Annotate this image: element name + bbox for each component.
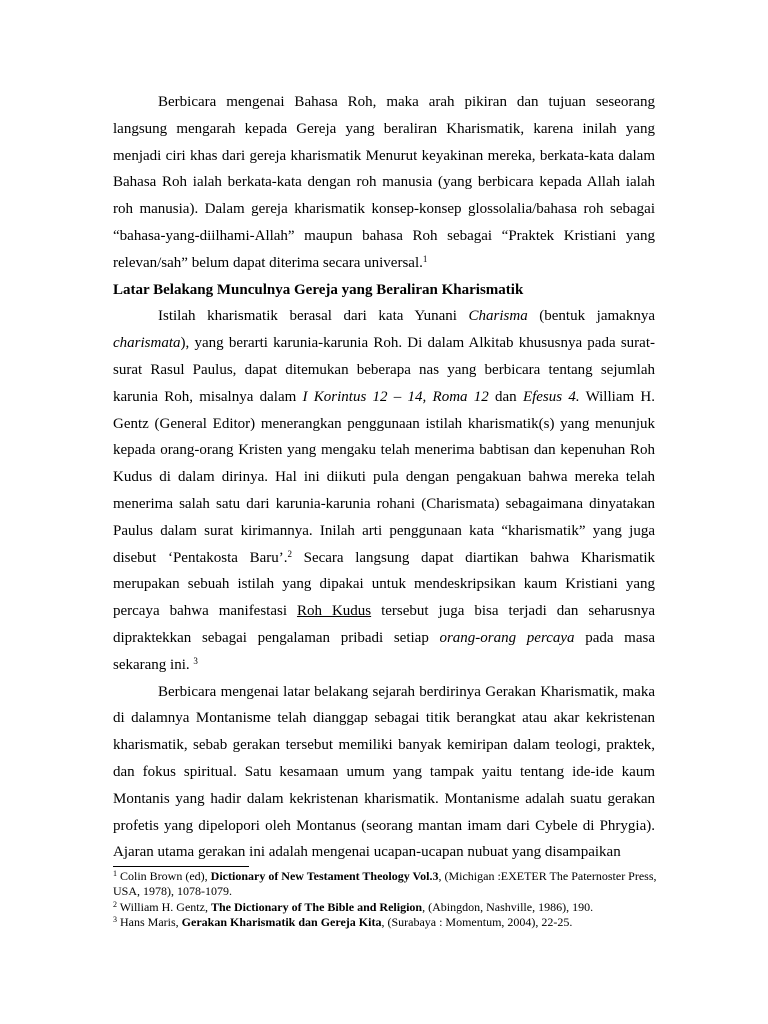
- footnote-3-title: Gerakan Kharismatik dan Gereja Kita: [181, 915, 382, 930]
- section-heading: Latar Belakang Munculnya Gereja yang Beraliran Kharismatik: [113, 281, 524, 298]
- term-charismata: charismata: [113, 335, 181, 352]
- footnote-ref-1[interactable]: 1: [422, 253, 428, 264]
- footnote-1-number: 1: [113, 869, 117, 878]
- paragraph-2-text-1: Istilah kharismatik berasal dari kata Yunani: [158, 308, 469, 325]
- footnote-2-title: The Dictionary of The Bible and Religion: [210, 899, 423, 914]
- paragraph-2-text-8: pada masa sekarang ini.: [113, 629, 655, 673]
- paragraph-3: Berbicara mengenai latar belakang sejarah berdirinya Gerakan Kharismatik, maka di dalamnya Montanisme telah dianggap sebagai titik berangkat atau akar kekristenan kharismatik, sebab gerakan tersebut memiliki banyak kemiripan dalam teologi, praktek, dan fokus spiritual. Satu kesamaan umum yang tampak yaitu tentang ide-ide kaum Montanis yang hadir dalam kekristenan kharismatik. Montanisme adalah suatu gerakan profetis yang dipelopori oleh Montanus (seorang mantan imam dari Cybele di Phrygia). Ajaran utama gerakan ini adalah mengenai ucapan-ucapan nubuat yang disampaikan: [113, 683, 655, 861]
- footnote-1-publication: , (Michigan :EXETER The Paternoster Press, USA, 1978), 1078-1079.: [113, 869, 657, 899]
- footnote-3-author: Hans Maris,: [117, 915, 182, 930]
- footnote-2: [113, 900, 658, 915]
- footnote-separator: [113, 866, 249, 867]
- paragraph-2-text-5: William H. Gentz (General Editor) menerangkan penggunaan istilah kharismatik(s) yang menunjuk kepada orang-orang Kristen yang mengaku telah menerima babtisan dan kepenuhan Roh Kudus di dalam dirinya. Hal ini diikuti pula dengan pengakuan bahwa mereka telah menerima salah satu dari karunia-karunia rohani (Charismata) sebagaimana dinyatakan Paulus dalam surat kirimannya. Inilah arti penggunaan kata “kharismatik” yang juga disebut ‘Pentakosta Baru’.: [113, 388, 655, 566]
- footnote-ref-2[interactable]: 2: [287, 548, 292, 559]
- paragraph-2-text-4: dan: [488, 388, 523, 405]
- footnote-3-publication: , (Surabaya : Momentum, 2004), 22-25.: [381, 915, 573, 930]
- paragraph-2-text-7: tersebut juga bisa terjadi dan seharusnya dipraktekkan sebagai pengalaman pribadi setiap: [113, 603, 655, 646]
- body-text: [113, 89, 655, 866]
- footnote-3-number: 3: [113, 915, 117, 925]
- paragraph-2-text-6: Secara langsung dapat diartikan bahwa Kharismatik merupakan sebuah istilah yang dipakai untuk mendeskripsikan kaum Kristiani yang percaya bahwa manifestasi: [113, 549, 655, 620]
- footnote-2-publication: , (Abingdon, Nashville, 1986), 190.: [422, 899, 594, 914]
- footnote-2-author: William H. Gentz,: [117, 899, 211, 914]
- paragraph-1: [113, 89, 655, 277]
- term-orang-percaya: orang-orang percaya: [439, 629, 575, 646]
- footnotes: [113, 869, 658, 931]
- paragraph-2-text-3: ), yang berarti karunia-karunia Roh. Di dalam Alkitab khususnya pada surat-surat Rasul Paulus, dapat ditemukan beberapa nas yang berbicara tentang sejumlah karunia Roh, misalnya dalam: [113, 335, 655, 405]
- term-charisma: Charisma: [468, 308, 528, 325]
- paragraph-2-text-2: (bentuk jamaknya: [527, 308, 655, 325]
- scripture-ref-korintus-roma: I Korintus 12 – 14, Roma 12: [302, 388, 489, 405]
- paragraph-2: [113, 303, 655, 678]
- footnote-3: [113, 915, 658, 930]
- footnote-1-title: Dictionary of New Testament Theology Vol.3: [210, 869, 439, 883]
- scripture-ref-efesus: Efesus 4.: [522, 388, 580, 405]
- footnote-1: [113, 869, 658, 900]
- paragraph-1-text: Berbicara mengenai Bahasa Roh, maka arah pikiran dan tujuan seseorang langsung mengarah kepada Gereja yang beraliran Kharismatik, karena inilah yang menjadi ciri khas dari gereja kharismatik Menurut keyakinan mereka, berkata-kata dalam Bahasa Roh ialah berkata-kata dengan roh manusia (yang berbicara kepada Allah ialah roh manusia). Dalam gereja kharismatik konsep-konsep glossolalia/bahasa roh sebagai “bahasa-yang-diilhami-Allah” maupun bahasa Roh sebagai “Praktek Kristiani yang relevan/sah” belum dapat diterima secara universal.: [113, 94, 655, 271]
- footnote-1-author: Colin Brown (ed),: [117, 869, 211, 883]
- footnote-ref-3[interactable]: 3: [193, 655, 198, 666]
- footnote-2-number: 2: [113, 899, 117, 909]
- roh-kudus-link[interactable]: Roh Kudus: [296, 603, 372, 620]
